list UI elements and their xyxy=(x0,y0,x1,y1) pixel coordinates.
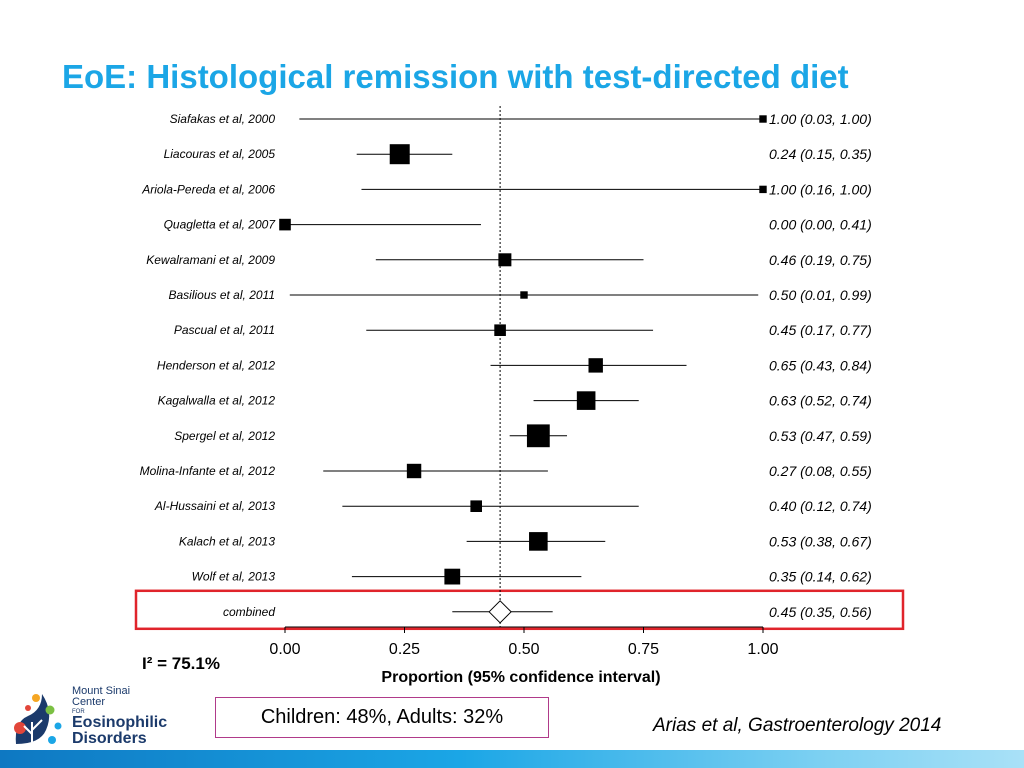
study-label: Kalach et al, 2013 xyxy=(178,534,275,549)
combined-estimate-text: 0.45 (0.35, 0.56) xyxy=(769,603,872,620)
estimate-marker xyxy=(498,253,511,266)
estimate-text: 0.27 (0.08, 0.55) xyxy=(769,463,872,479)
heterogeneity-stat: I² = 75.1% xyxy=(142,654,220,673)
logo-line-3: FOR xyxy=(72,709,85,715)
combined-label: combined xyxy=(222,604,275,619)
logo-text xyxy=(72,686,167,747)
estimate-text: 0.53 (0.38, 0.67) xyxy=(769,533,872,550)
study-label: Kewalramani et al, 2009 xyxy=(146,252,275,267)
x-tick-label: 1.00 xyxy=(747,641,779,658)
study-label: Molina-Infante et al, 2012 xyxy=(139,464,275,478)
logo-line-2: Center xyxy=(72,696,106,708)
estimate-text: 0.00 (0.00, 0.41) xyxy=(769,216,872,233)
estimate-text: 1.00 (0.03, 1.00) xyxy=(769,111,872,127)
study-label: Henderson et al, 2012 xyxy=(156,358,275,373)
estimate-text: 0.46 (0.19, 0.75) xyxy=(769,251,872,268)
x-tick-label: 0.00 xyxy=(269,641,301,658)
estimate-marker xyxy=(529,532,548,551)
study-label: Liacouras et al, 2005 xyxy=(163,147,275,162)
study-label: Pascual et al, 2011 xyxy=(173,323,275,338)
x-tick-label: 0.25 xyxy=(388,641,421,658)
estimate-marker xyxy=(577,391,596,410)
study-label: Ariola-Pereda et al, 2006 xyxy=(142,182,275,197)
logo-line-5: Disorders xyxy=(72,730,147,747)
estimate-marker xyxy=(407,464,421,478)
estimate-text: 1.00 (0.16, 1.00) xyxy=(769,181,872,198)
estimate-marker xyxy=(494,324,506,336)
estimate-text: 0.63 (0.52, 0.74) xyxy=(769,392,872,409)
subgroup-note: Children: 48%, Adults: 32% xyxy=(215,697,549,738)
logo-line-1: Mount Sinai xyxy=(72,685,131,697)
bottom-stripe xyxy=(0,750,1024,768)
study-label: Al-Hussaini et al, 2013 xyxy=(154,499,275,514)
estimate-text: 0.40 (0.12, 0.74) xyxy=(769,498,872,515)
study-label: Kagalwalla et al, 2012 xyxy=(157,393,275,408)
estimate-text: 0.24 (0.15, 0.35) xyxy=(769,146,872,163)
estimate-marker xyxy=(470,500,482,512)
combined-diamond xyxy=(489,601,511,623)
estimate-marker xyxy=(759,186,766,193)
slide-title: EoE: Histological remission with test-directed diet xyxy=(62,58,849,95)
study-label: Basilious et al, 2011 xyxy=(168,288,275,302)
study-label: Wolf et al, 2013 xyxy=(191,569,275,584)
estimate-text: 0.35 (0.14, 0.62) xyxy=(769,568,872,585)
estimate-text: 0.65 (0.43, 0.84) xyxy=(769,357,872,374)
estimate-marker xyxy=(279,219,291,231)
estimate-marker xyxy=(759,115,766,122)
citation: Arias et al, Gastroenterology 2014 xyxy=(653,715,942,736)
estimate-marker xyxy=(589,358,603,372)
estimate-text: 0.50 (0.01, 0.99) xyxy=(769,287,872,303)
study-label: Quagletta et al, 2007 xyxy=(163,217,275,232)
logo-line-4: Eosinophilic xyxy=(72,714,168,731)
estimate-marker xyxy=(520,291,527,298)
x-tick-label: 0.75 xyxy=(627,641,660,658)
estimate-marker xyxy=(390,144,410,164)
estimate-text: 0.53 (0.47, 0.59) xyxy=(769,427,872,444)
study-label: Siafakas et al, 2000 xyxy=(169,112,275,126)
estimate-marker xyxy=(527,424,550,447)
x-axis-label: Proportion (95% confidence interval) xyxy=(381,669,661,686)
x-tick-label: 0.50 xyxy=(508,641,540,658)
estimate-marker xyxy=(444,569,460,585)
study-label: Spergel et al, 2012 xyxy=(174,428,275,443)
estimate-text: 0.45 (0.17, 0.77) xyxy=(769,322,872,339)
